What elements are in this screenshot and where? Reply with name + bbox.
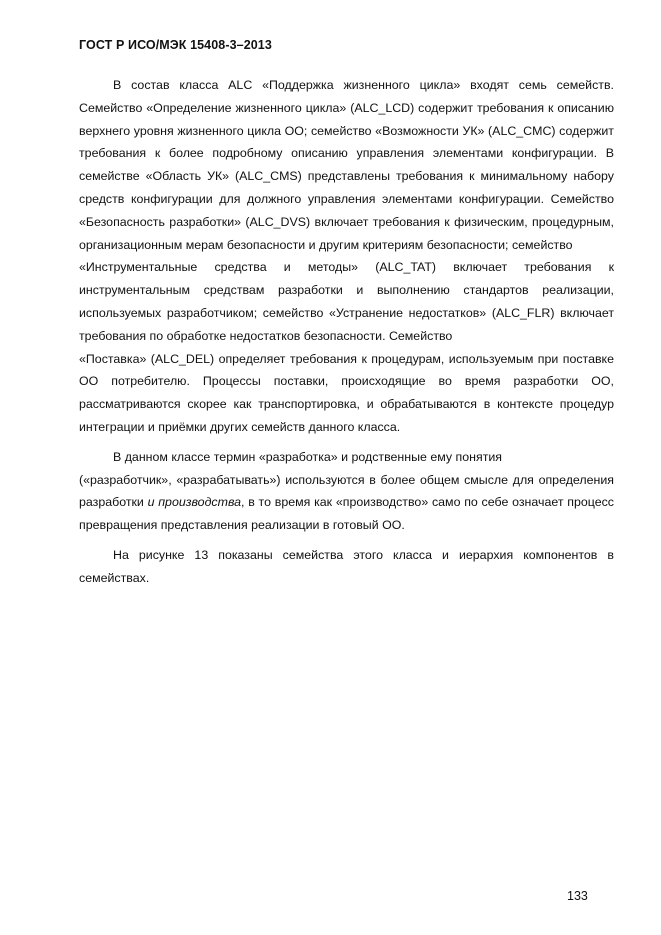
paragraph-text: , в то время как «производство» само по себе означает процесс превращения представления реализации в готовый ОО.	[79, 495, 614, 533]
paragraph-italic-text: и производства	[147, 495, 242, 510]
paragraph-text: («разработчик», «разрабатывать») используются в более общем смысле для определения разработки	[79, 472, 614, 510]
paragraph-text: «Поставка» (ALC_DEL) определяет требования к процедурам, используемым при поставке ОО потребителю. Процессы поставки, происходящие во время разработки ОО, рассматриваются скорее как транспортировка, и обрабатываются в контексте процедур интеграции и приёмки других семейств данного класса.	[79, 351, 614, 434]
paragraph-figure-reference	[79, 544, 614, 590]
page-number: 133	[567, 889, 588, 903]
paragraph-text: На рисунке 13 показаны семейства этого класса и иерархия компонентов в семействах.	[79, 547, 614, 585]
document-header: ГОСТ Р ИСО/МЭК 15408-3–2013	[79, 38, 272, 52]
paragraph-text: «Инструментальные средства и методы» (ALC_TAT) включает требования к инструментальным средствам разработки и выполнению стандартов реализации, используемых разработчиком; семейство «Устранение недостатков» (ALC_FLR) включает требования по обработке недостатков безопасности. Семейство	[79, 260, 614, 343]
paragraph-text: В состав класса ALC «Поддержка жизненного цикла» входят семь семейств. Семейство «Определение жизненного цикла» (ALC_LCD) содержит требования к описанию верхнего уровня жизненного цикла ОО; семейство «Возможности УК» (ALC_CMC) содержит требования к более подробному описанию управления элементами конфигурации. В семействе «Область УК» (ALC_CMS) представлены требования к минимальному набору средств конфигурации для должного управления элементами конфигурации. Семейство «Безопасность разработки» (ALC_DVS) включает требования к физическим, процедурным, организационным мерам безопасности и другим критериям безопасности; семейство	[79, 78, 614, 252]
paragraph-alc-overview	[79, 74, 614, 439]
body-text	[79, 74, 614, 590]
paragraph-development-term	[79, 446, 614, 537]
paragraph-text: В данном классе термин «разработка» и родственные ему понятия	[113, 449, 502, 464]
